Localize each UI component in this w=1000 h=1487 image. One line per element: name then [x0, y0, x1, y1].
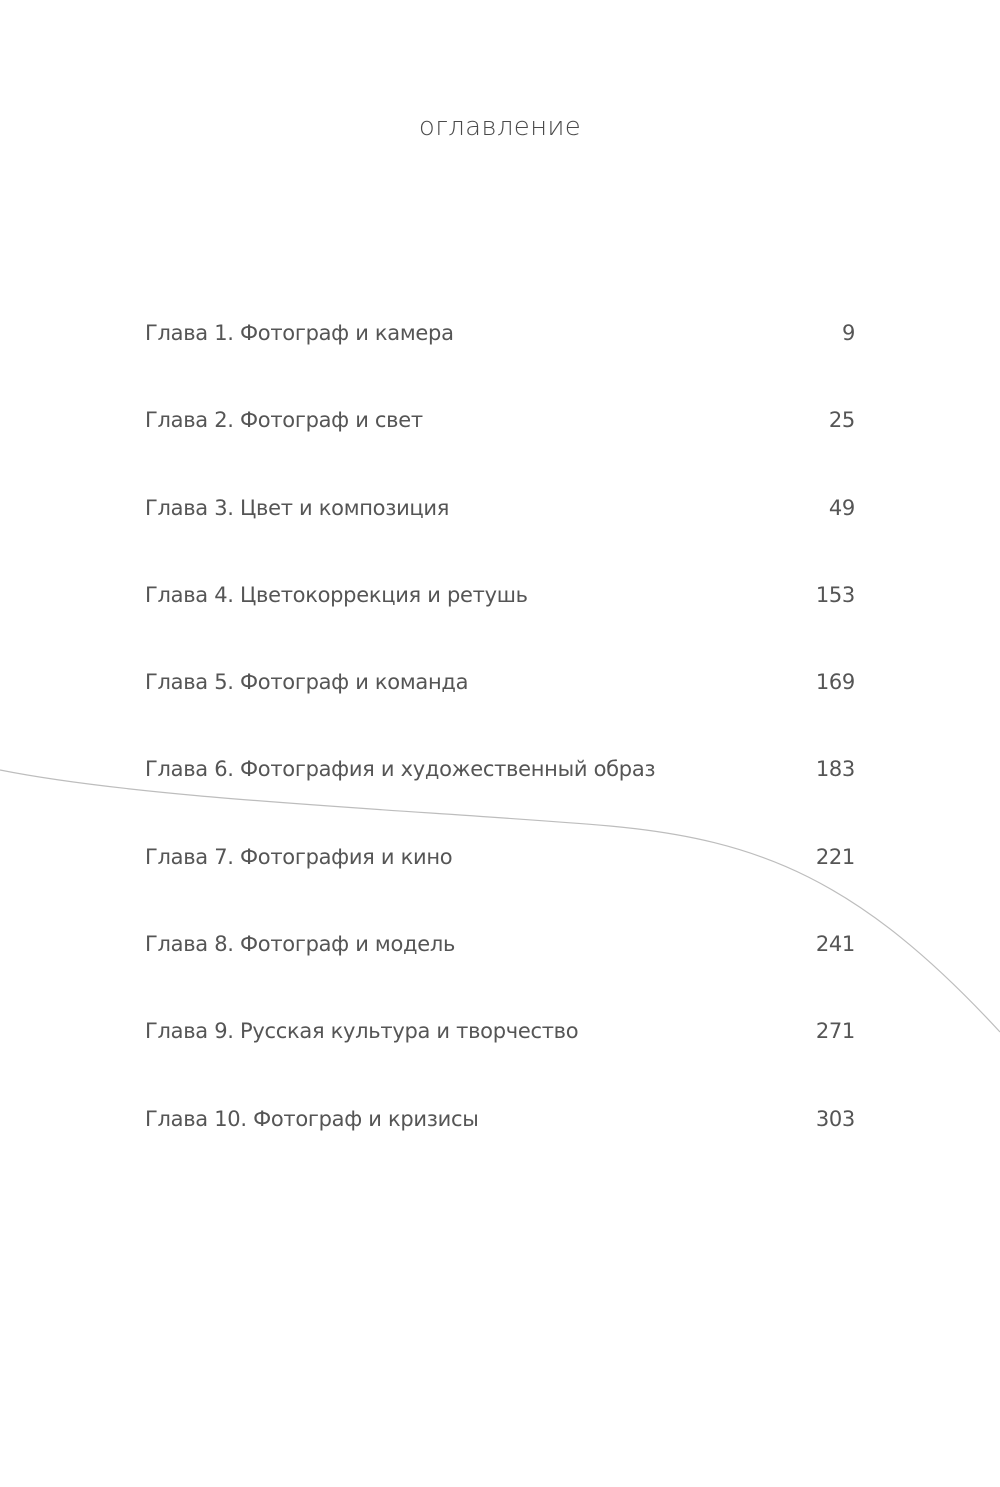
toc-chapter-title: Глава 2. Фотограф и свет — [145, 408, 423, 433]
toc-page-number: 271 — [815, 1019, 855, 1044]
toc-entry-7[interactable] — [145, 845, 855, 932]
page-title: оглавление — [418, 112, 582, 142]
toc-entry-9[interactable] — [145, 1019, 855, 1106]
toc-entry-8[interactable] — [145, 932, 855, 1019]
toc-chapter-title: Глава 8. Фотограф и модель — [145, 932, 456, 957]
table-of-contents — [145, 321, 855, 1194]
toc-page-number: 9 — [841, 321, 855, 345]
toc-page-number: 183 — [815, 757, 855, 782]
toc-chapter-title: Глава 6. Фотография и художественный образ — [145, 757, 656, 782]
toc-page-number: 303 — [815, 1106, 855, 1131]
toc-chapter-title: Глава 9. Русская культура и творчество — [145, 1019, 579, 1044]
toc-entry-5[interactable] — [145, 670, 855, 757]
toc-chapter-title: Глава 7. Фотография и кино — [145, 844, 453, 869]
toc-page-number: 221 — [815, 844, 855, 869]
toc-entry-10[interactable] — [145, 1107, 855, 1194]
toc-chapter-title: Глава 10. Фотограф и кризисы — [145, 1106, 479, 1131]
toc-entry-4[interactable] — [145, 583, 855, 670]
toc-entry-3[interactable] — [145, 496, 855, 583]
toc-page-number: 169 — [815, 670, 855, 695]
toc-chapter-title: Глава 5. Фотограф и команда — [145, 670, 469, 695]
toc-entry-6[interactable] — [145, 757, 855, 844]
toc-page-number: 49 — [828, 495, 855, 520]
toc-chapter-title: Глава 3. Цвет и композиция — [145, 495, 450, 520]
toc-entry-2[interactable] — [145, 408, 855, 495]
toc-page-number: 25 — [828, 408, 855, 433]
toc-chapter-title: Глава 4. Цветокоррекция и ретушь — [145, 582, 528, 607]
toc-page-number: 153 — [815, 582, 855, 607]
toc-page-number: 241 — [815, 932, 855, 957]
toc-chapter-title: Глава 1. Фотограф и камера — [145, 321, 454, 345]
toc-entry-1[interactable] — [145, 321, 855, 408]
